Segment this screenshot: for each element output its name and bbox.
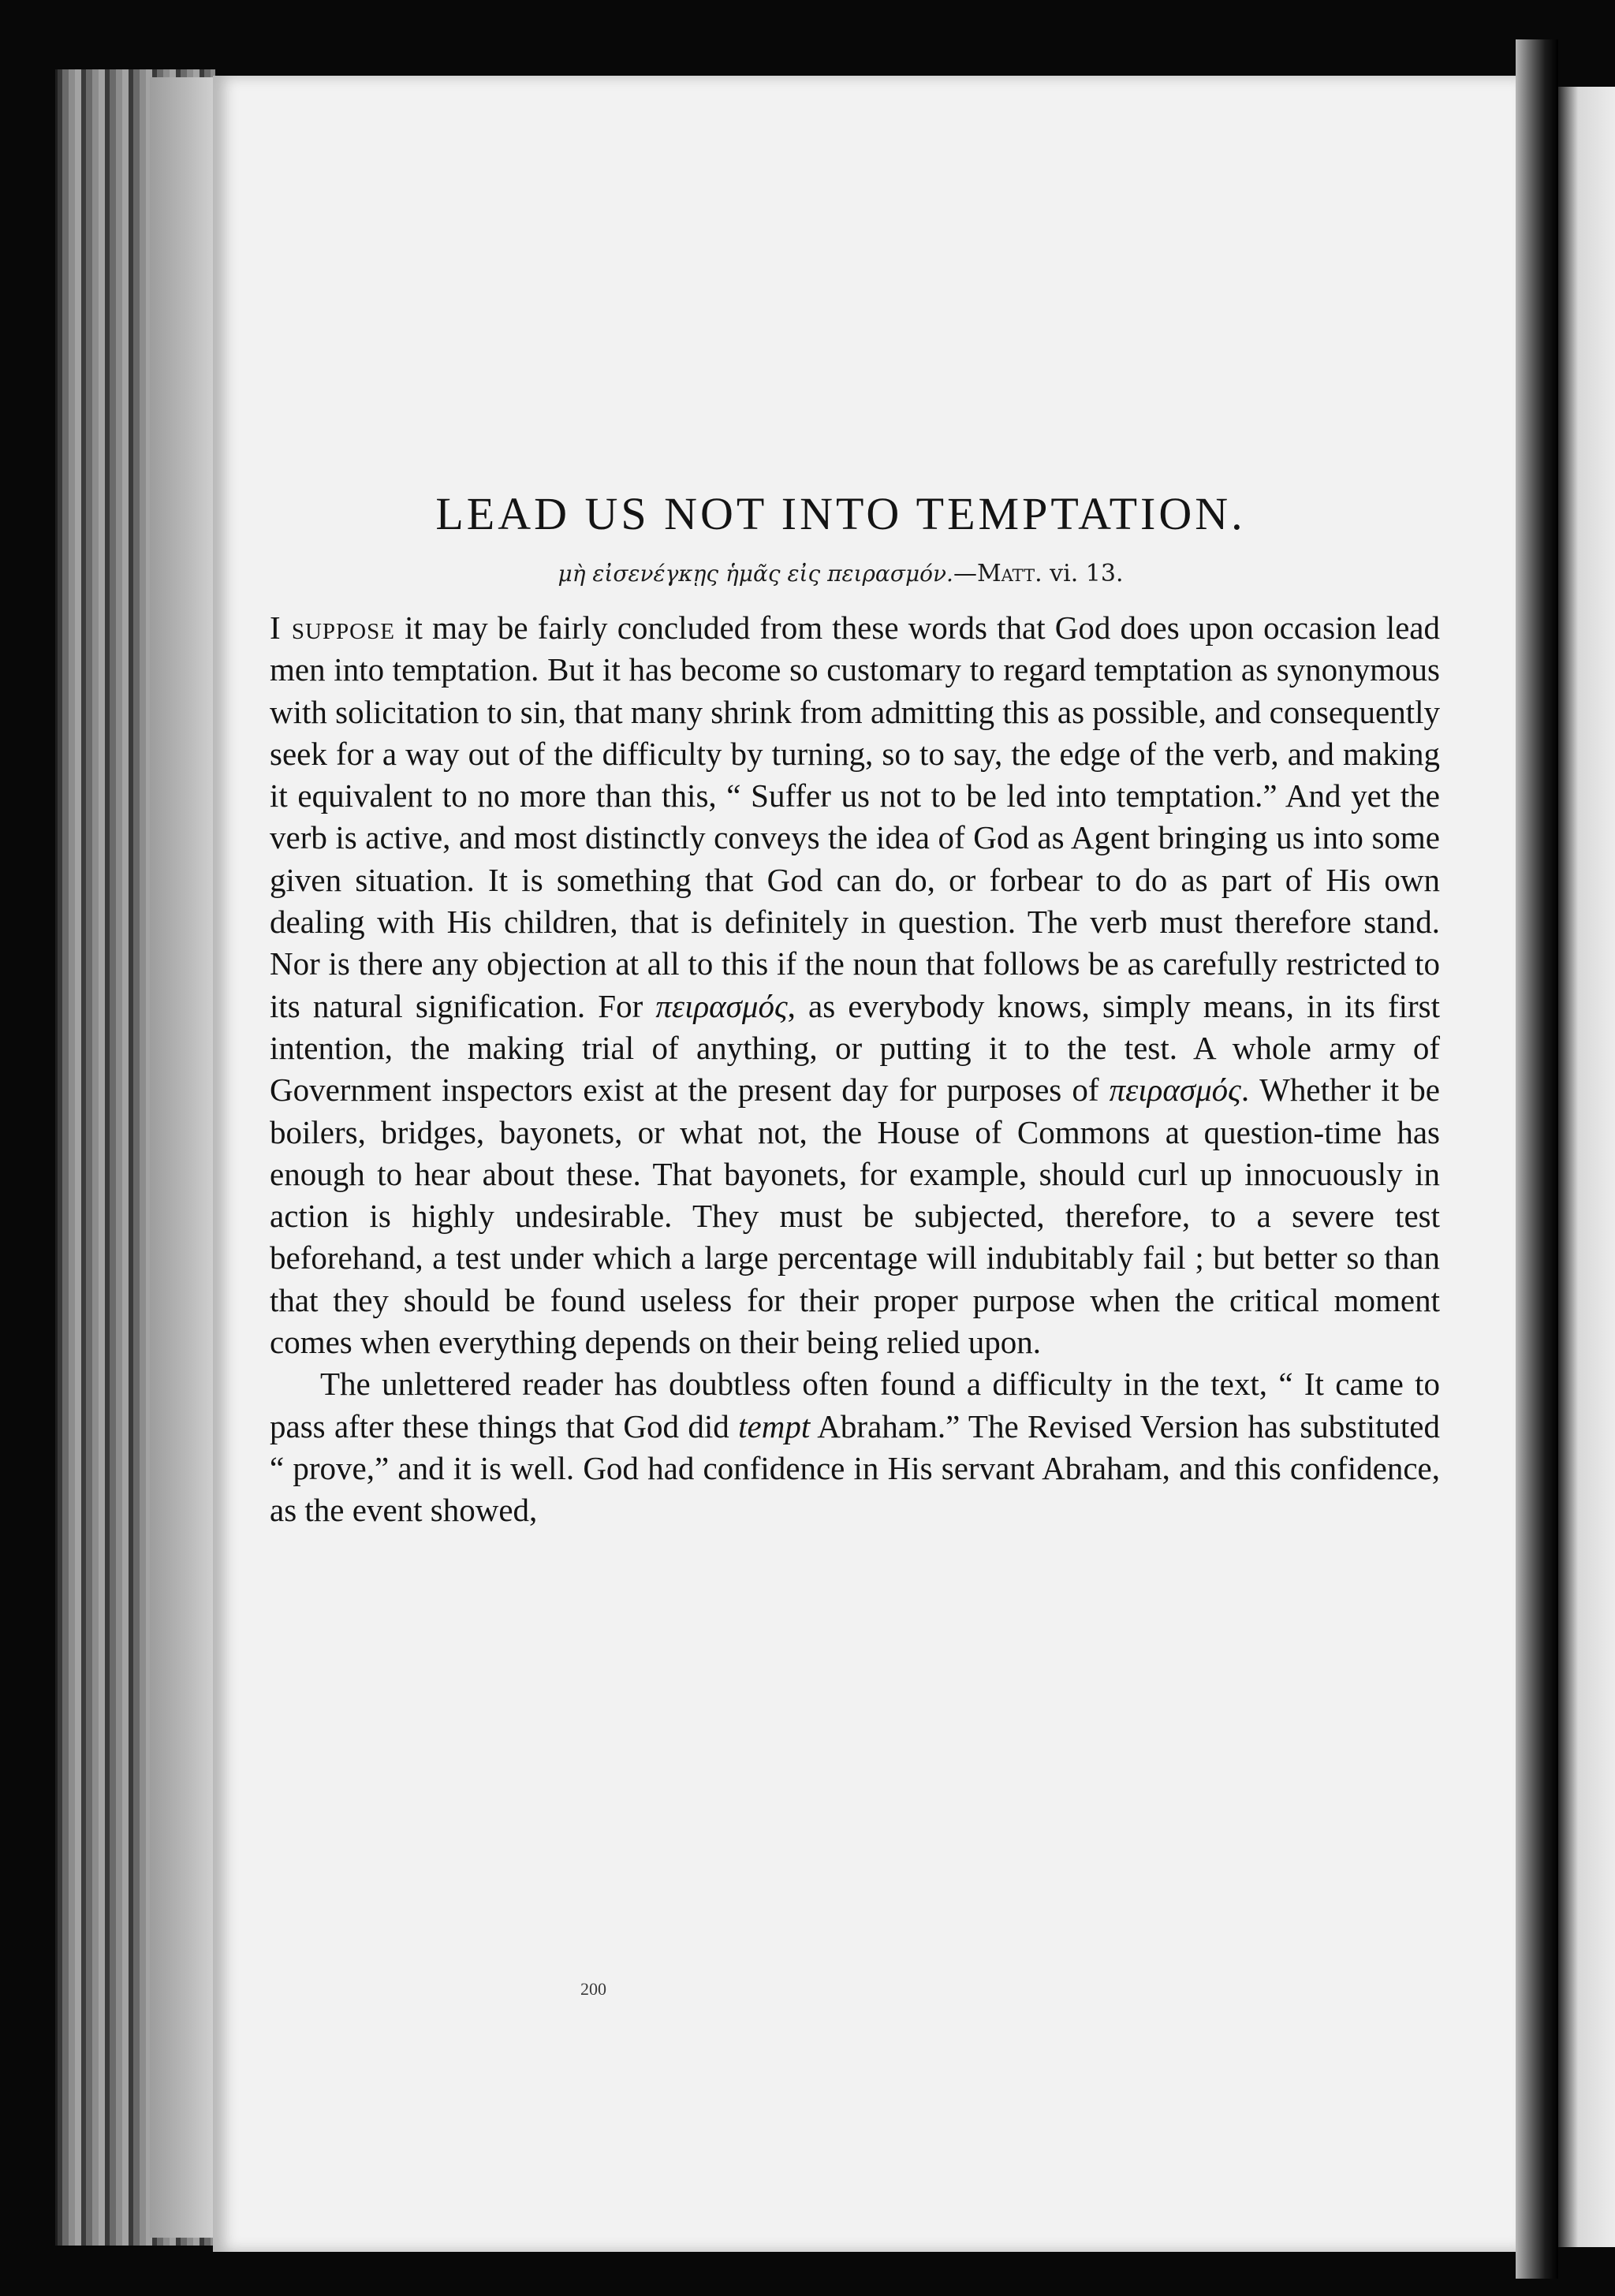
paragraph-1-greek-2: πειρασμός <box>1109 1072 1241 1109</box>
paragraph-2 <box>270 1363 1440 1531</box>
epigraph <box>0 560 1615 587</box>
epigraph-reference-verse: vi. 13. <box>1042 560 1124 587</box>
paragraph-2-part-2: Abraham.” The Revised Version has substituted “ prove,” and it is well. God had confidence in His servant Abraham, and this confidence, as the event showed, <box>270 1407 1440 1529</box>
epigraph-reference-book: Matt. <box>976 560 1042 587</box>
book-gutter <box>1516 39 1558 2279</box>
paragraph-2-italic-word: tempt <box>738 1407 811 1444</box>
paragraph-2-part-1: The unlettered reader has doubtless often found a difficulty in the text, “ It came to pass after these things that God did <box>270 1366 1440 1444</box>
facing-page-edge <box>1558 87 1615 2247</box>
page-number: 200 <box>580 1979 606 1999</box>
paragraph-1-part-3: . Whether it be boilers, bridges, bayonets, or what not, the House of Commons at question-time has enough to hear about these. That bayonets, for example, should curl up innocuously in action is highly undesirable. They must be subjected, therefore, to a severe test beforehand, a test under which a large percentage will indubitably fail ; but better so than that they should be found useless for their proper purpose when the critical moment comes when everything depends on their being relied upon. <box>270 1072 1440 1361</box>
paragraph-1 <box>270 607 1440 1363</box>
epigraph-greek: μὴ εἰσενέγκῃς ἡμᾶς εἰς πειρασμόν. <box>558 561 953 587</box>
paragraph-1-part-2: , as everybody knows, simply means, in its first intention, the making trial of anything, or putting it to the test. A whole army of Government inspectors exist at the present day for purposes of <box>270 987 1440 1109</box>
epigraph-dash: — <box>953 560 977 587</box>
body-text <box>270 607 1440 1532</box>
chapter-title: LEAD US NOT INTO TEMPTATION. <box>435 488 1246 539</box>
paragraph-1-part-1: it may be fairly concluded from these words that God does upon occasion lead men into temptation. But it has become so customary to regard temptation as synonymous with solicitation to sin, that many shrink from admitting this as possible, and consequently seek for a way out of the difficulty by turning, so to say, the edge of the verb, and making it equivalent to no more than this, “ Suffer us not to be led into temptation.” And yet the verb is active, and most distinctly conveys the idea of God as Agent bringing us into some given situation. It is something that God can do, or forbear to do as part of His own dealing with His children, that is definitely in question. The verb must therefore stand. Nor is there any objection at all to this if the noun that follows be as carefully restricted to its natural signification. For <box>270 609 1440 1024</box>
paragraph-1-greek-1: πειρασμός <box>655 987 788 1024</box>
page-edges-inner <box>150 77 213 2238</box>
paragraph-1-lead: I suppose <box>270 609 395 646</box>
